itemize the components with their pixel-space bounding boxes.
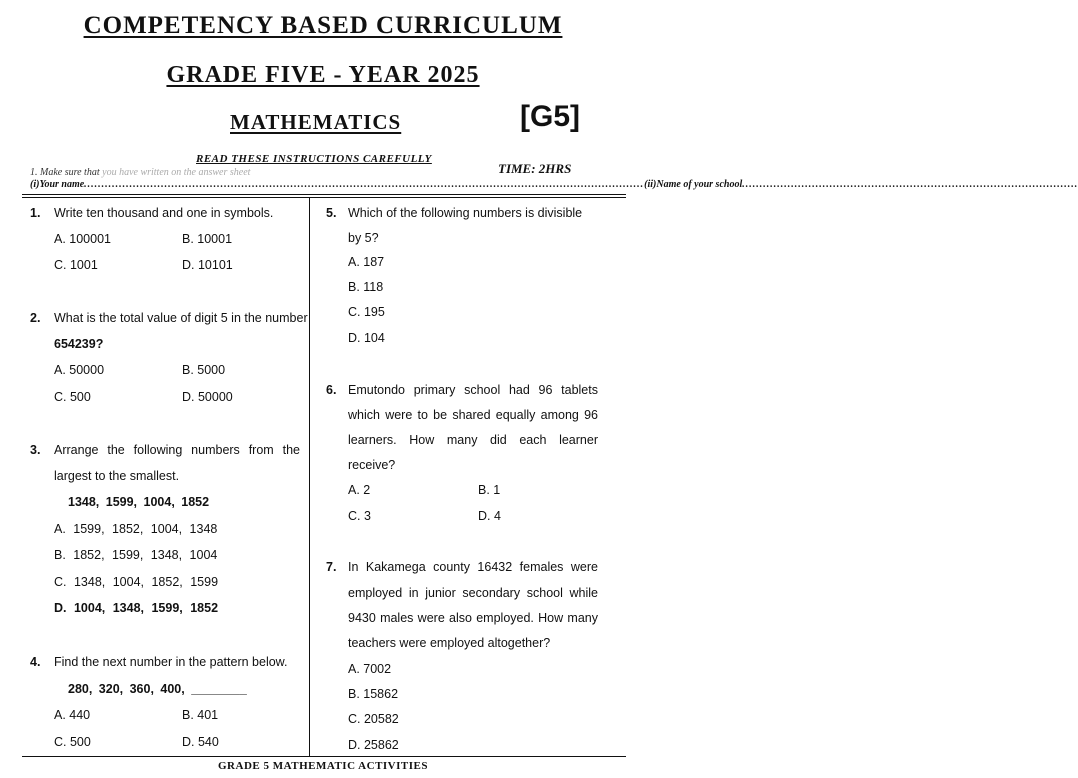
option-d[interactable]: D. 25862: [348, 738, 399, 752]
name-label: (i)Your name: [30, 179, 85, 190]
question-text-line-3: 9430 males were also employed. How many: [348, 611, 598, 625]
question-text-line-1: Emutondo primary school had 96 tablets: [348, 383, 598, 397]
question-text: Write ten thousand and one in symbols.: [54, 206, 274, 220]
instructions-heading: READ THESE INSTRUCTIONS CAREFULLY: [196, 153, 432, 165]
option-b[interactable]: B. 15862: [348, 687, 399, 701]
instruction-1: [30, 167, 250, 178]
time-allowed: TIME: 2HRS: [498, 161, 572, 176]
option-c[interactable]: C. 1348, 1004, 1852, 1599: [54, 575, 219, 589]
option-d[interactable]: D. 1004, 1348, 1599, 1852: [54, 601, 219, 615]
question-text-line-3: learners. How many did each learner: [348, 433, 598, 447]
page-footer: GRADE 5 MATHEMATIC ACTIVITIES: [218, 760, 428, 772]
option-b[interactable]: B. 5000: [182, 363, 226, 377]
question-number: 2.: [30, 311, 41, 325]
option-a[interactable]: A. 2: [348, 483, 371, 497]
option-c[interactable]: C. 1001: [54, 258, 98, 272]
paper-code: [G5]: [520, 100, 580, 133]
option-c[interactable]: C. 500: [54, 390, 91, 404]
numbers-to-arrange: 1348, 1599, 1004, 1852: [68, 495, 210, 509]
option-a[interactable]: A. 50000: [54, 363, 105, 377]
question-number: 3.: [30, 443, 41, 457]
option-d[interactable]: D. 10101: [182, 258, 233, 272]
option-d[interactable]: D. 540: [182, 735, 219, 749]
instruction-1-faint-text: you have written on the answer sheet: [102, 167, 251, 178]
option-a[interactable]: A. 187: [348, 255, 385, 269]
school-blank[interactable]: ................................................................................................: [742, 179, 1078, 190]
option-a[interactable]: A. 100001: [54, 232, 111, 246]
question-number: 5.: [326, 206, 337, 220]
question-text-line-2: employed in junior secondary school while: [348, 586, 598, 600]
option-b[interactable]: B. 401: [182, 708, 219, 722]
question-text: Find the next number in the pattern below.: [54, 655, 288, 669]
question-text-line-2: by 5?: [348, 231, 379, 245]
question-text-line-2: which were to be shared equally among 96: [348, 408, 598, 422]
school-label: (ii)Name of your school: [644, 179, 743, 190]
option-c[interactable]: C. 500: [54, 735, 91, 749]
question-text-line-1: Arrange the following numbers from the: [54, 443, 300, 457]
option-c[interactable]: C. 3: [348, 509, 371, 523]
option-a[interactable]: A. 440: [54, 708, 91, 722]
subject-heading: MATHEMATICS: [230, 110, 402, 134]
question-text-line-4: receive?: [348, 458, 396, 472]
question-number: 4.: [30, 655, 41, 669]
option-b[interactable]: B. 1: [478, 483, 501, 497]
option-a[interactable]: A. 7002: [348, 662, 392, 676]
question-text-line-2: 654239?: [54, 337, 104, 351]
option-d[interactable]: D. 4: [478, 509, 501, 523]
option-a[interactable]: A. 1599, 1852, 1004, 1348: [54, 522, 218, 536]
option-d[interactable]: D. 104: [348, 331, 385, 345]
column-divider: [309, 198, 310, 756]
question-number: 1.: [30, 206, 41, 220]
option-d[interactable]: D. 50000: [182, 390, 233, 404]
option-b[interactable]: B. 10001: [182, 232, 233, 246]
name-row: [30, 179, 1078, 190]
bottom-divider: [22, 756, 626, 757]
option-c[interactable]: C. 195: [348, 305, 385, 319]
question-text-line-1: In Kakamega county 16432 females were: [348, 560, 598, 574]
name-blank[interactable]: ................................................................................................................................................................: [84, 179, 645, 190]
number-pattern: 280, 320, 360, 400, ________: [68, 682, 247, 696]
question-number: 6.: [326, 383, 337, 397]
instruction-1-prefix: 1. Make sure that: [30, 167, 100, 178]
top-divider-inner: [22, 197, 626, 198]
question-number: 7.: [326, 560, 337, 574]
question-text-line-2: largest to the smallest.: [54, 469, 180, 483]
option-b[interactable]: B. 118: [348, 280, 384, 294]
grade-year-heading: GRADE FIVE - YEAR 2025: [166, 62, 480, 88]
question-text-line-1: Which of the following numbers is divisible: [348, 206, 583, 220]
document-title: COMPETENCY BASED CURRICULUM: [83, 12, 563, 39]
question-text-line-4: teachers were employed altogether?: [348, 636, 551, 650]
option-b[interactable]: B. 1852, 1599, 1348, 1004: [54, 548, 218, 562]
question-text-line-1: What is the total value of digit 5 in the number: [54, 311, 308, 325]
top-divider: [22, 194, 626, 195]
option-c[interactable]: C. 20582: [348, 712, 399, 726]
